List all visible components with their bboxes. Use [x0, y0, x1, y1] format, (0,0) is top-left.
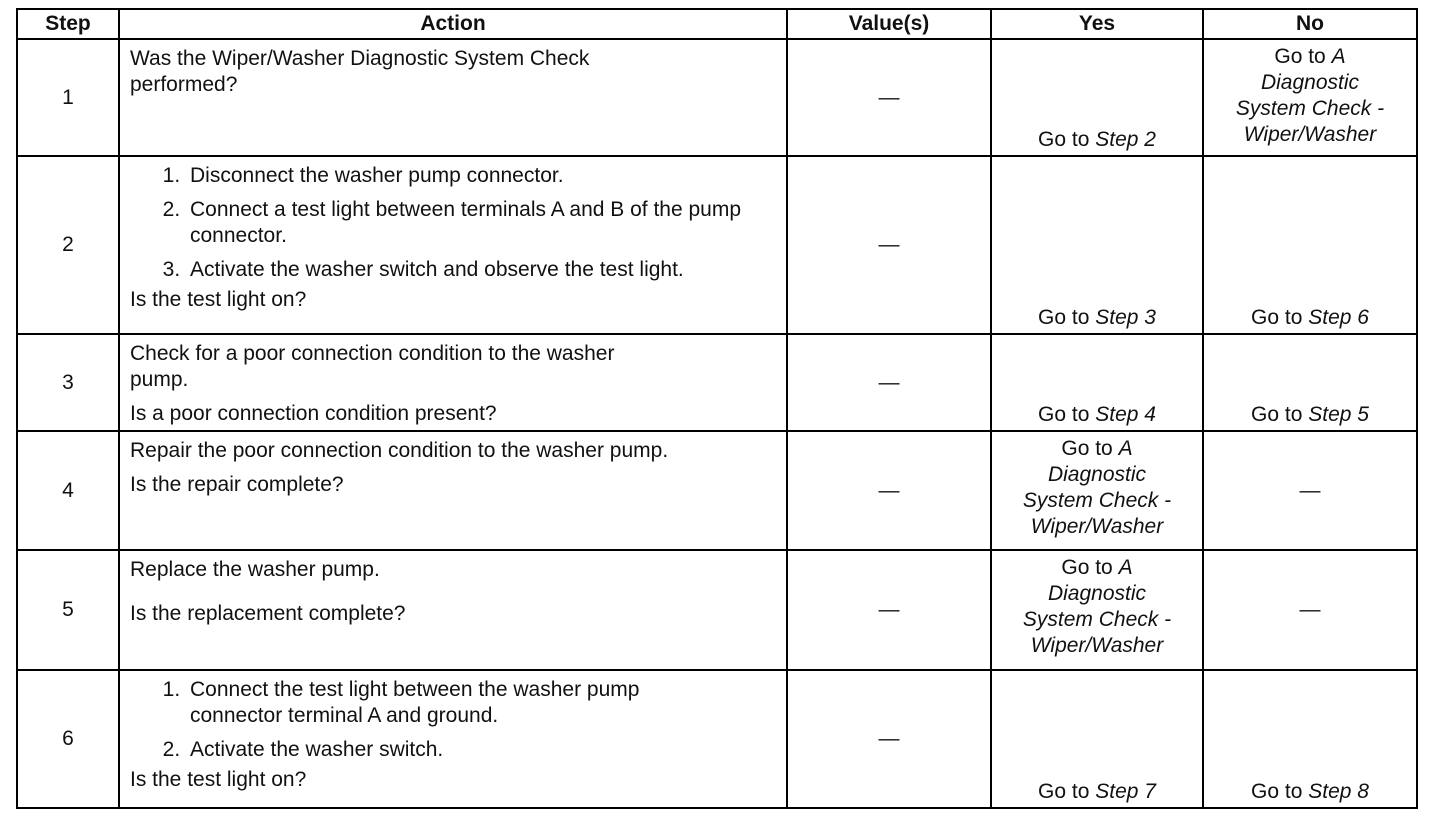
action-cell: [119, 156, 787, 334]
diag-ref-b: Diagnostic: [1047, 582, 1147, 605]
no-cell: [1203, 156, 1417, 334]
yes-cell: [991, 39, 1203, 156]
no-cell: [1203, 39, 1417, 156]
action-list-item: 1. Connect the test light between the washer pump connector terminal A and ground.: [186, 677, 716, 729]
action-cell: [119, 431, 787, 550]
action-list-item: 3. Activate the washer switch and observe the test light.: [186, 257, 776, 283]
table-row: [17, 156, 1417, 334]
goto-prefix: Go to: [1038, 780, 1090, 803]
step-number: 1: [17, 39, 119, 156]
action-cell: [119, 550, 787, 670]
goto-prefix: Go to: [1038, 128, 1090, 151]
goto-prefix: Go to: [1061, 437, 1113, 460]
header-action: Action: [119, 9, 787, 39]
value-cell: —: [787, 334, 991, 431]
step-number: 5: [17, 550, 119, 670]
yes-target: Step 2: [1095, 128, 1156, 151]
no-target: Step 5: [1308, 403, 1369, 426]
step-number: 2: [17, 156, 119, 334]
yes-target: Step 3: [1095, 306, 1156, 329]
goto-prefix: Go to: [1038, 403, 1090, 426]
value-cell: —: [787, 156, 991, 334]
action-text: Repair the poor connection condition to the washer pump.: [130, 439, 669, 462]
action-list-item: 2. Activate the washer switch.: [186, 737, 716, 763]
diag-ref-d: Wiper/Washer: [1030, 634, 1164, 657]
value-cell: —: [787, 670, 991, 808]
diag-ref-c: System Check -: [1022, 489, 1172, 512]
action-question: Is a poor connection condition present?: [130, 402, 497, 425]
diag-ref-c: System Check -: [1235, 97, 1385, 120]
diag-ref-d: Wiper/Washer: [1243, 123, 1377, 146]
action-list: [130, 677, 776, 763]
yes-cell: [991, 550, 1203, 670]
action-text: Was the Wiper/Washer Diagnostic System Check performed?: [130, 47, 590, 96]
goto-prefix: Go to: [1251, 780, 1303, 803]
no-target: Step 6: [1308, 306, 1369, 329]
action-question: Is the repair complete?: [130, 473, 344, 496]
step-number: 3: [17, 334, 119, 431]
diag-ref-a: A: [1331, 45, 1346, 68]
header-row: [17, 9, 1417, 39]
diag-ref-a: A: [1118, 556, 1133, 579]
action-question: Is the test light on?: [130, 288, 307, 311]
table-row: [17, 550, 1417, 670]
value-cell: —: [787, 39, 991, 156]
table-row: [17, 431, 1417, 550]
diag-ref-d: Wiper/Washer: [1030, 515, 1164, 538]
step-number: 6: [17, 670, 119, 808]
yes-cell: [991, 670, 1203, 808]
no-target: Step 8: [1308, 780, 1369, 803]
no-cell: —: [1203, 431, 1417, 550]
table-row: [17, 39, 1417, 156]
value-cell: —: [787, 431, 991, 550]
header-step: Step: [17, 9, 119, 39]
goto-prefix: Go to: [1274, 45, 1326, 68]
goto-prefix: Go to: [1251, 403, 1303, 426]
no-cell: [1203, 334, 1417, 431]
action-list-item: 1. Disconnect the washer pump connector.: [186, 163, 776, 189]
diag-ref-c: System Check -: [1022, 608, 1172, 631]
yes-target: Step 7: [1095, 780, 1156, 803]
no-cell: [1203, 670, 1417, 808]
header-values: Value(s): [787, 9, 991, 39]
goto-prefix: Go to: [1061, 556, 1113, 579]
action-text: Replace the washer pump.: [130, 558, 380, 581]
action-cell: [119, 334, 787, 431]
yes-target: Step 4: [1095, 403, 1156, 426]
action-question: Is the test light on?: [130, 768, 307, 791]
action-cell: [119, 670, 787, 808]
action-text: Check for a poor connection condition to the washer pump.: [130, 342, 615, 391]
goto-prefix: Go to: [1251, 306, 1303, 329]
action-question: Is the replacement complete?: [130, 602, 406, 625]
diag-ref-b: Diagnostic: [1047, 463, 1147, 486]
header-no: No: [1203, 9, 1417, 39]
goto-prefix: Go to: [1038, 306, 1090, 329]
diag-ref-a: A: [1118, 437, 1133, 460]
yes-cell: [991, 156, 1203, 334]
step-number: 4: [17, 431, 119, 550]
diagnostic-table: [16, 8, 1418, 809]
value-cell: —: [787, 550, 991, 670]
table-row: [17, 670, 1417, 808]
action-list: [130, 163, 776, 283]
yes-cell: [991, 431, 1203, 550]
yes-cell: [991, 334, 1203, 431]
header-yes: Yes: [991, 9, 1203, 39]
diag-ref-b: Diagnostic: [1260, 71, 1360, 94]
action-list-item: 2. Connect a test light between terminals A and B of the pump connector.: [186, 197, 776, 249]
table-row: [17, 334, 1417, 431]
action-cell: [119, 39, 787, 156]
no-cell: —: [1203, 550, 1417, 670]
